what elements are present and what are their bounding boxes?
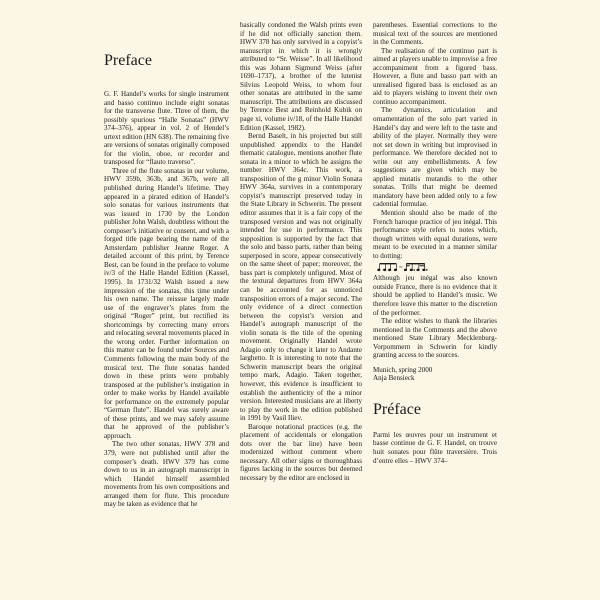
- paragraph: parentheses. Essential corrections to the musical text of the sources are mentioned in the Comments.: [373, 21, 497, 47]
- paragraph: Three of the flute sonatas in our volume, HWV 359b, 363b, and 367b, were all published during Handel’s lifetime. They appeared in a pirated edition of Handel’s solo sonatas for various instruments that was issued in 1730 by the London publisher John Walsh, doubtless without the composer’s initiative or consent, and with a forged title page bearing the name of the Amsterdam publisher Jeanne Roger. A detailed account of this print, by Terence Best, can be found in the preface to volume iv/3 of the Halle Handel Edition (Kassel, 1995). In 1731/32 Walsh issued a new impression of the sonatas, this time under his own name. The reissue largely made use of the engraver’s plates from the original “Roger” print, but rectified its shortcomings by correcting many errors and relocating several movements placed in the wrong order. Further information on this matter can be found under Sources and Comments following the main body of the musical text. The flute sonatas handed down in these prints were probably transposed at the publisher’s instigation in order to make works by Handel available for performance on the extremely popular “German flute”. Handel was surely aware of these prints, and we may safely assume that he approved of the publisher’s approach.: [104, 166, 230, 440]
- signature-name: Anja Bensieck: [373, 374, 415, 383]
- music-notation-example: [373, 262, 433, 272]
- paragraph: Mention should also be made of the French baroque practice of jeu inégal. This performance style refers to notes which, though written with equal durations, were meant to be executed in a manner similar to dotting:: [373, 209, 497, 260]
- paragraph: The two other sonatas, HWV 378 and 379, were not published until after the composer’s death. HWV 379 has come down to us in an autograph manuscript in which Handel himself assembled movements from his own compositions and arranged them for flute. This procedure may be taken as evidence that he: [104, 440, 229, 509]
- section-title-french: Préface: [373, 400, 421, 418]
- paragraph: Bernd Baselt, in his projected but still unpublished appendix to the Handel thematic catalogue, mentions another flute sonata in a minor to which he assigns the number HWV 364c. This work, a transposition of the g minor Violin Sonata HWV 364a, survives in a contemporary copyist’s manuscript preserved today in the State Library in Schwerin. The present editor assumes that it is a fair copy of the transposed version and was not originally intended for use in performance. This supposition is supported by the fact that the solo and basso parts, rather than being superposed in score, appear consecutively on the same sheet of paper; moreover, the bass part is completely unfigured. Most of the textural departures from HWV 364a can be accounted for as unnoticed transposition errors of a major second. The only evidence of a direct connection between the copyist’s version and Handel’s autograph manuscript of the violin sonata is the title of the opening movement. Originally Handel wrote Adagio only to change it later to Andante larghetto. It is interesting to note that the Schwerin manuscript bears the original tempo mark, Adagio. Taken together, however, this evidence is insufficient to establish the authenticity of the a minor version. Interested musicians are at liberty to play the work in the edition published in 1991 by Vasil Iliev.: [240, 132, 362, 423]
- paragraph: Although jeu inégal was also known outside France, there is no evidence that it should be applied to Handel’s music. We therefore leave this matter to the discretion of the performer.: [373, 274, 497, 317]
- paragraph: The realisation of the continuo part is aimed at players unable to improvise a free accompaniment from a figured bass. However, a flute and basso part with an unrealised figured bass is enclosed as an aid to players wishing to invent their own continuo accompaniment.: [373, 46, 497, 106]
- paragraph: The editor wishes to thank the libraries mentioned in the Comments and the above mentioned State Library Mecklenburg-Vorpommern in Schwerin for kindly granting access to the sources.: [373, 317, 497, 360]
- paragraph: Parmi les œuvres pour un instrument et basse continue de G. F. Handel, on trouve huit sonates pour flûte traversière. Trois d’entre elles – HWV 374–: [373, 430, 497, 465]
- svg-text:=: =: [398, 264, 403, 272]
- page-title: Preface: [104, 52, 152, 69]
- paragraph: Baroque notational practices (e.g. the placement of accidentals or elongation dots over the bar line) have been modernized without comment where necessary. All other signs or thoroughbass figures lacking in the sources but deemed necessary by the editor are enclosed in: [240, 422, 362, 482]
- paragraph: The dynamics, articulation and ornamentation of the solo part varied in Handel’s day and were left to the taste and ability of the player. Normally they were not set down in writing but improvised in performance. We therefore decided not to write out any embellishments. A few suggestions are given which may be applied mutatis mutandis to the other sonatas. Trills that might be deemed mandatory have been added only to a few cadential formulae.: [373, 106, 497, 209]
- signature-place: Munich, spring 2000: [373, 365, 433, 374]
- paragraph: G. F. Handel’s works for single instrument and basso continuo include eight sonatas for the transverse flute. Three of them, the possibly spurious “Halle Sonatas” (HWV 374–376), appear in vol. 2 of Hendel’s urtext edition (HN 638). The remaining five are versions of sonatas originally composed for the violin, oboe, or recorder and transposed for “flauto traverso”.: [104, 90, 229, 167]
- column-3: [373, 21, 497, 465]
- column-2: [240, 21, 362, 483]
- paragraph: basically condoned the Walsh prints even if he did not officially sanction them. HWV 378 has only survived in a copyist’s manuscript in which it is wrongly attributed to “Sr. Weisse”. In all likelihood this was Johann Sigmund Weiss (after 1690–1737), a brother of the lutenist Silvius Leopold Weiss, to whom four other sonatas are attributed in the same manuscript. The attributions are discussed by Terence Best and Reinhold Kubik on page xi, volume iv/18, of the Halle Handel Edition (Kassel, 1982).: [240, 21, 362, 132]
